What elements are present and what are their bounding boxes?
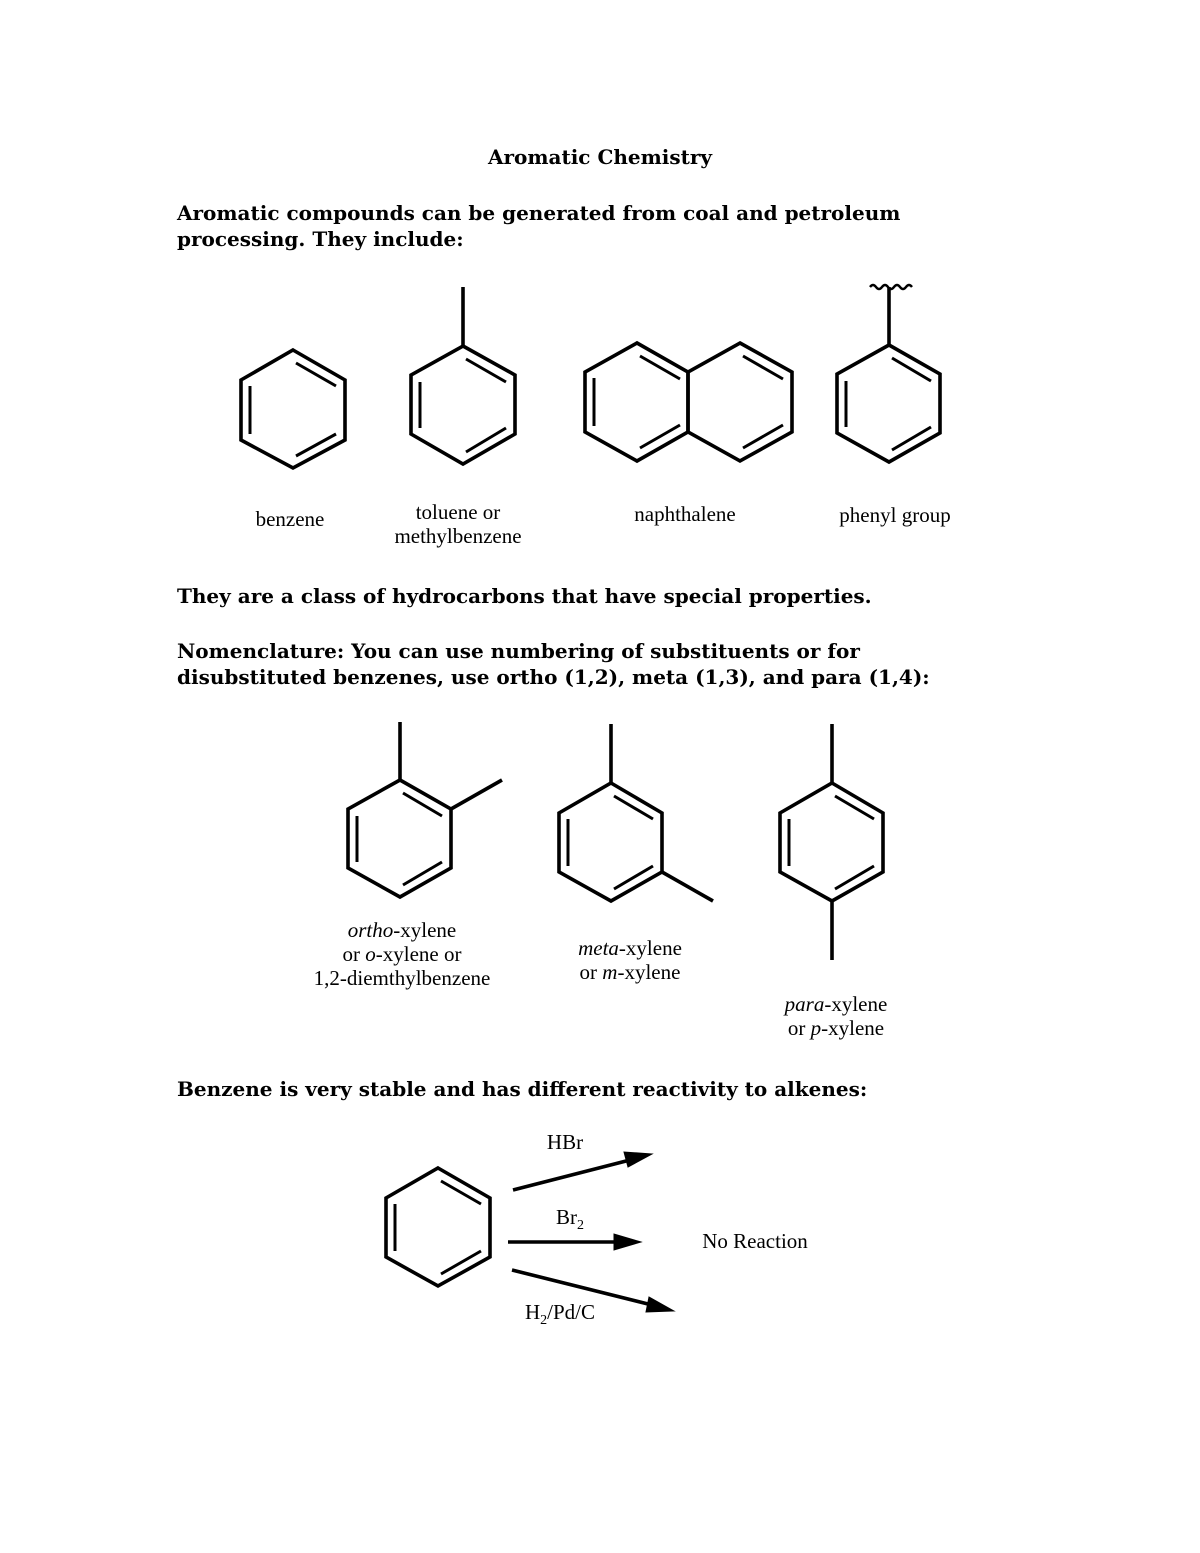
h2-base: H: [524, 1300, 541, 1324]
meta-line2-a: or: [579, 960, 603, 984]
meta-xylene-structure: [559, 724, 713, 901]
label-naphthalene: naphthalene: [634, 502, 736, 526]
intro-paragraph: Aromatic compounds can be generated from coal and petroleum processing. They include:: [177, 201, 901, 251]
label-toluene-line1: toluene or: [415, 500, 501, 524]
meta-line2-italic: m: [602, 960, 618, 984]
result-no-reaction: No Reaction: [702, 1229, 808, 1253]
label-benzene: benzene: [255, 507, 325, 531]
ortho-line2-italic: o: [365, 942, 376, 966]
arrow-h2: [512, 1270, 674, 1312]
meta-prefix: meta: [578, 936, 619, 960]
arrow-hbr: [513, 1152, 652, 1190]
nomenclature-term: Nomenclature: [177, 639, 337, 663]
para-prefix: para: [784, 992, 825, 1016]
reactivity-paragraph: Benzene is very stable and has different reactivity to alkenes:: [177, 1077, 868, 1101]
reagent-hbr: HBr: [546, 1130, 584, 1154]
naphthalene-structure: [585, 343, 792, 461]
para-xylene-structure: [780, 724, 883, 960]
meta-line2-b: -xylene: [617, 960, 681, 984]
br2-sub: 2: [577, 1218, 584, 1234]
br2-base: Br: [556, 1205, 577, 1229]
label-toluene-line2: methylbenzene: [394, 524, 522, 548]
page-title: Aromatic Chemistry: [487, 145, 713, 169]
h2-sub: 2: [540, 1313, 548, 1329]
class-paragraph: They are a class of hydrocarbons that have special properties.: [177, 584, 872, 608]
para-line2-a: or: [787, 1016, 811, 1040]
ortho-rest: -xylene: [393, 918, 457, 942]
para-line2-italic: p: [810, 1016, 822, 1040]
ortho-prefix: ortho: [347, 918, 394, 942]
benzene-structure: [241, 350, 345, 468]
para-line2-b: -xylene: [821, 1016, 885, 1040]
ortho-line2-b: -xylene or: [375, 942, 462, 966]
arrow-br2: [508, 1234, 641, 1250]
nomenclature-text: : You can use numbering of substituents or for disubstituted benzenes, use ortho (1,2), meta (1,3), and para (1,4):: [177, 639, 930, 689]
ortho-line2-a: or: [342, 942, 366, 966]
ortho-xylene-structure: [348, 722, 502, 897]
toluene-structure: [411, 287, 515, 464]
meta-rest: -xylene: [618, 936, 682, 960]
label-phenyl: phenyl group: [839, 503, 951, 527]
para-rest: -xylene: [824, 992, 888, 1016]
phenyl-structure: [837, 285, 940, 462]
reaction-benzene-structure: [386, 1168, 490, 1286]
ortho-line3: 1,2-diemthylbenzene: [313, 966, 491, 990]
h2-rest: /Pd/C: [547, 1300, 596, 1324]
